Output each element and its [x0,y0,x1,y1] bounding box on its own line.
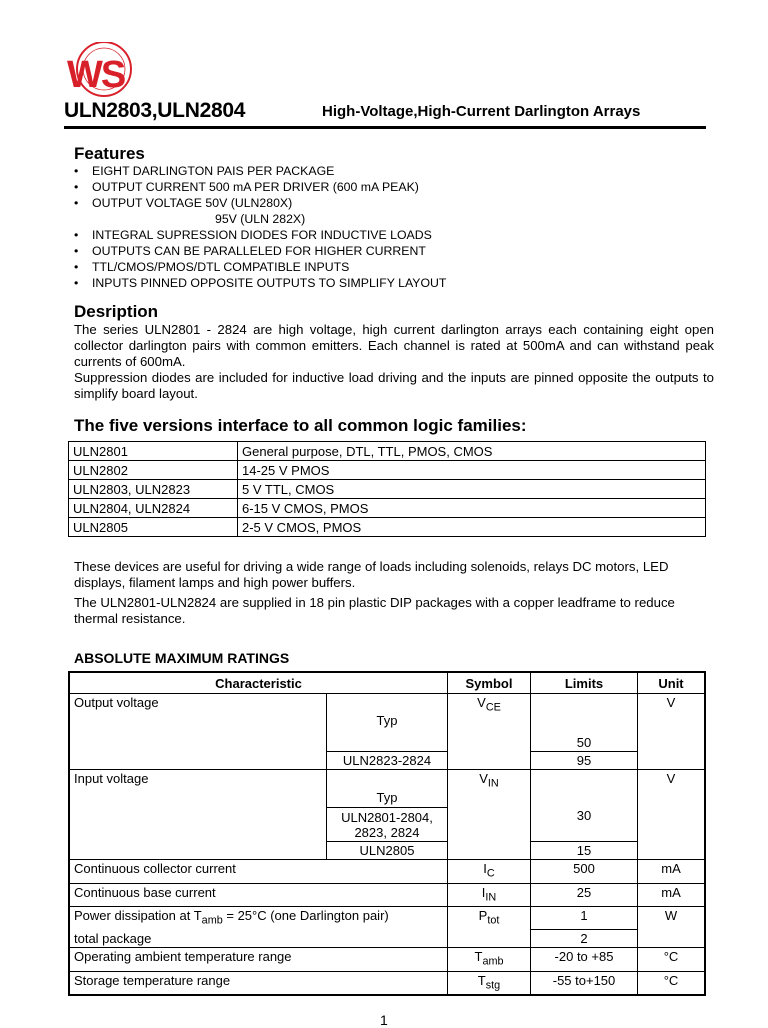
symbol-sub: tot [487,914,500,927]
header-limits: Limits [531,672,638,694]
table-row [69,770,705,790]
subcondition-cell [327,694,448,714]
symbol-main: T [477,972,486,988]
version-interface: 14-25 V PMOS [238,461,706,480]
symbol-cell [448,770,531,860]
feature-item: • INTEGRAL SUPRESSION DIODES FOR INDUCTIVE LOADS [74,227,446,243]
characteristic-cell: Continuous base current [69,883,448,907]
subcondition-cell: ULN2823-2824 [327,752,448,770]
symbol-sub: CE [485,701,501,714]
page-number: 1 [380,1012,388,1028]
symbol-main: I [483,861,487,876]
limit-cell: -20 to +85 [531,948,638,972]
characteristic-cell: Operating ambient temperature range [69,948,448,972]
symbol-sub: IN [485,891,497,904]
versions-table [68,441,706,537]
version-interface: 6-15 V CMOS, PMOS [238,499,706,518]
symbol-cell [448,971,531,995]
unit-cell: mA [638,860,706,884]
subcondition-cell [327,770,448,790]
power-label-a: Power dissipation at T [74,908,202,924]
unit-cell: °C [638,948,706,972]
description-paragraph-2: Suppression diodes are included for inductive load driving and the inputs are pinned opposite the outputs to simplify board layout. [74,370,714,401]
limit-cell: 15 [531,842,638,860]
ratings-table [68,671,706,996]
subcondition-cell: ULN2805 [327,842,448,860]
feature-item-continuation: 95V (ULN 282X) [215,212,306,226]
feature-item: • OUTPUT VOLTAGE 50V (ULN280X) [74,195,446,211]
table-row [69,480,706,499]
title-rule [64,126,706,129]
table-row [69,883,705,907]
power-label-b: = 25°C (one Darlington pair) [222,908,389,924]
symbol-cell [448,948,531,972]
typ-label: Typ [327,713,448,752]
table-row [69,907,705,930]
symbol-main: I [481,884,486,900]
usage-paragraph-1: These devices are useful for driving a wide range of loads including solenoids, relays DC motors, LED displays, filament lamps and high power buffers. [74,559,669,590]
symbol-cell [448,694,531,770]
symbol-main: V [477,695,486,710]
feature-item: • TTL/CMOS/PMOS/DTL COMPATIBLE INPUTS [74,259,446,275]
symbol-sub: IN [487,777,499,790]
table-row [69,518,706,537]
version-part: ULN2801 [69,442,238,461]
limit-cell: 500 [531,860,638,884]
symbol-sub: stg [485,979,501,992]
table-row [69,971,705,995]
feature-item: • OUTPUT CURRENT 500 mA PER DRIVER (600 mA PEAK) [74,179,446,195]
versions-heading: The five versions interface to all common logic families: [74,416,527,435]
features-heading: Features [74,144,145,163]
ws-logo [64,42,136,100]
symbol-sub: amb [482,955,504,968]
limit-cell: 2 [531,930,638,948]
feature-item: • OUTPUTS CAN BE PARALLELED FOR HIGHER CURRENT [74,243,446,259]
feature-item: • INPUTS PINNED OPPOSITE OUTPUTS TO SIMPLIFY LAYOUT [74,275,446,291]
table-row [69,499,706,518]
limit-cell: 50 [531,713,638,752]
header-unit: Unit [638,672,706,694]
table-row [69,461,706,480]
symbol-cell [448,883,531,907]
unit-cell: °C [638,971,706,995]
limit-cell: -55 to+150 [531,971,638,995]
version-interface: General purpose, DTL, TTL, PMOS, CMOS [238,442,706,461]
table-row [69,694,705,714]
table-row [69,860,705,884]
feature-item: • EIGHT DARLINGTON PAIS PER PACKAGE [74,163,446,179]
table-row [69,948,705,972]
unit-cell: V [638,770,706,860]
logo-text: WS [67,54,125,96]
document-title: ULN2803,ULN2804 [64,99,246,122]
version-part: ULN2804, ULN2824 [69,499,238,518]
table-row [69,442,706,461]
limit-cell [531,770,638,790]
description-paragraph-1: The series ULN2801 - 2824 are high voltage, high current darlington arrays each containing eight open collector darlington pairs with common emitters. Each channel is rated at 500mA and can withstand peak currents of 600mA. [74,322,714,369]
characteristic-cell: Input voltage [69,770,327,860]
characteristic-cell [69,907,448,930]
symbol-main: T [474,949,483,965]
symbol-main: V [479,771,488,786]
characteristic-cell: total package [74,930,152,946]
version-interface: 5 V TTL, CMOS [238,480,706,499]
characteristic-cell: Storage temperature range [69,971,448,995]
usage-paragraph-2: The ULN2801-ULN2824 are supplied in 18 pin plastic DIP packages with a copper leadframe to reduce thermal resistance. [74,595,675,626]
header-characteristic: Characteristic [69,672,448,694]
subcondition-text: ULN2801-2804, 2823, 2824 [327,807,447,840]
limit-cell: 30 [531,789,638,842]
unit-cell: V [638,694,706,770]
characteristic-cell: Continuous collector current [69,860,448,884]
limit-cell: 1 [531,907,638,930]
version-interface: 2-5 V CMOS, PMOS [238,518,706,537]
version-part: ULN2803, ULN2823 [69,480,238,499]
unit-cell: mA [638,883,706,907]
ratings-heading: ABSOLUTE MAXIMUM RATINGS [74,650,290,666]
limit-cell [531,694,638,714]
limit-cell: 25 [531,883,638,907]
characteristic-cell: Output voltage [74,695,159,710]
subcondition-cell [327,789,448,842]
version-part: ULN2805 [69,518,238,537]
symbol-cell [448,860,531,884]
power-label-sub: amb [201,914,223,927]
features-list [74,163,446,291]
header-symbol: Symbol [448,672,531,694]
symbol-main: P [478,908,488,924]
table-header-row [69,672,705,694]
description-heading: Desription [74,302,159,321]
limit-cell: 95 [531,752,638,770]
symbol-sub: C [486,867,495,880]
document-subtitle: High-Voltage,High-Current Darlington Arrays [322,103,641,120]
typ-label: Typ [376,790,398,805]
symbol-cell [448,907,531,948]
version-part: ULN2802 [69,461,238,480]
unit-cell: W [638,907,706,948]
table-row [69,930,705,948]
